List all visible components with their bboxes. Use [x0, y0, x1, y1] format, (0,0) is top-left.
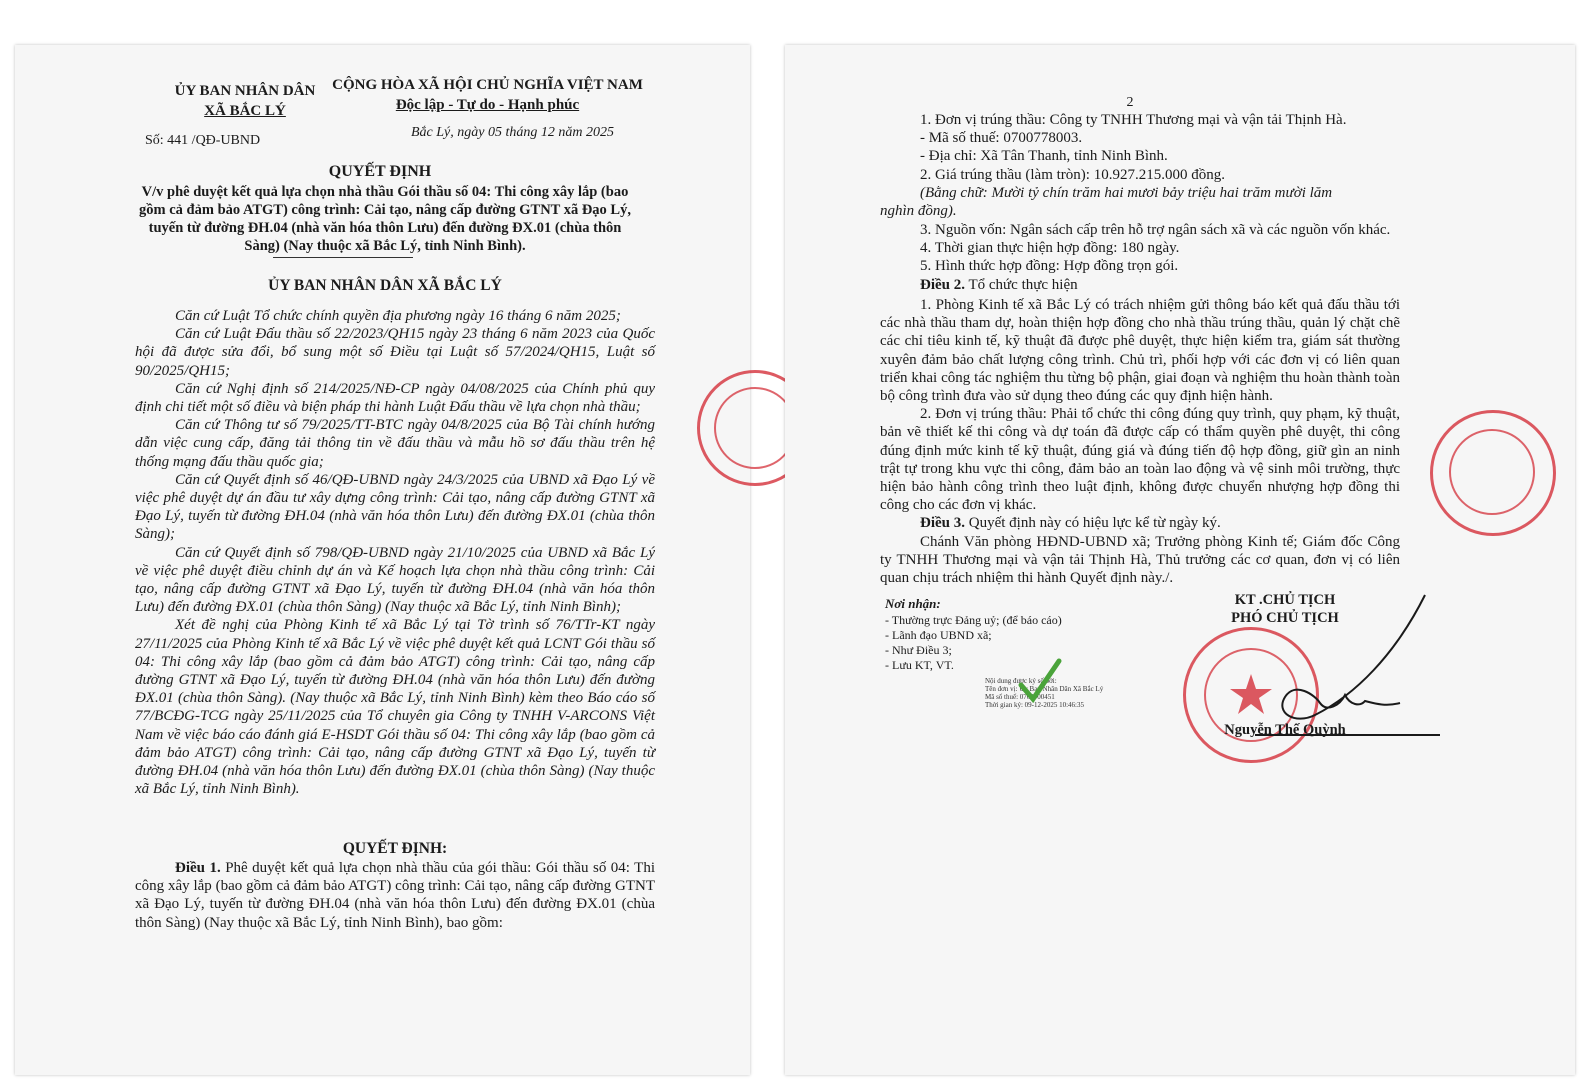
org-name: ỦY BAN NHÂN DÂN: [174, 83, 316, 99]
issuing-authority: ỦY BAN NHÂN DÂN XÃ BẮC LÝ: [268, 277, 502, 294]
article-1: Điều 1. Phê duyệt kết quả lựa chọn nhà thầu của gói thầu: Gói thầu số 04: Thi công xây lắp (bao gồm cả đảm bảo ATGT) công trình: Cải tạo, nâng cấp đường GTNT xã Đạo Lý, tuyến từ đường ĐH.04 (nhà văn hóa thôn Lưu) đến đường ĐX.01 (chùa thôn Sàng) (Nay thuộc xã Bắc Lý, tỉnh Ninh Bình), bao gồm:: [135, 860, 655, 931]
recipients-list: - Thường trực Đảng uỷ; (để báo cáo) - Lãnh đạo UBND xã; - Như Điều 3; - Lưu KT, VT.: [885, 613, 1062, 672]
national-title: CỘNG HÒA XÃ HỘI CHỦ NGHĨA VIỆT NAM: [332, 77, 643, 93]
subject-underline: [273, 257, 413, 258]
decision-heading: QUYẾT ĐỊNH:: [342, 840, 448, 857]
document-title: QUYẾT ĐỊNH: [328, 163, 432, 180]
price-in-words: (Bằng chữ: Mười tỷ chín trăm hai mươi bảy triệu hai trăm mười lăm nghìn đồng).: [880, 185, 1333, 220]
contract-terms: 3. Nguồn vốn: Ngân sách cấp trên hỗ trợ ngân sách xã và các nguồn vốn khác. 4. Thời gian thực hiện hợp đồng: 180 ngày. 5. Hình thức hợp đồng: Hợp đồng trọn gói.: [920, 222, 1391, 275]
document-number: Số: 441 /QĐ-UBND: [145, 133, 261, 148]
recipients-title: Nơi nhận:: [885, 596, 941, 611]
handwritten-signature: [1215, 585, 1455, 745]
article-2-body: 1. Phòng Kinh tế xã Bắc Lý có trách nhiệm gửi thông báo kết quả đấu thầu tới các nhà thầu tham dự, hoàn thiện hợp đồng cho nhà thầu trúng thầu, quản lý chặt chẽ các chỉ tiêu kinh tế, kỹ thuật đã được phê duyệt, thực hiện kiểm tra, giám sát thường xuyên đảm bảo chất lượng công trình. Chủ trì, phối hợp với các đơn vị có liên quan triển khai công tác nghiệm thu từng bộ phận, giai đoạn và nghiệm thu hoàn thành toàn bộ công trình đưa vào sử dụng theo đúng các quy định hiện hành. 2. Đơn vị trúng thầu: Phải tổ chức thi công đúng quy trình, quy phạm, kỹ thuật, bản vẽ thiết kế thi công và dự toán đã được cấp có thẩm quyền phê duyệt, thi công đúng định mức kinh tế kỹ thuật, đúng giá và đúng tiến độ hợp đồng, giữ gìn an ninh trật tự trong khu vực thi công, đảm bảo an toàn lao động và vệ sinh môi trường, thực hiện bảo hành công trình theo luật định, không được chuyển nhượng hợp đồng thi công cho các đơn vị khác. Điều 3. Quyết định này có hiệu lực kể từ ngày ký. Chánh Văn phòng HĐND-UBND xã; Trưởng phòng Kinh tế; Giám đốc Công ty TNHH Thương mại và vận tải Thịnh Hà, Thủ trưởng các cơ quan, đơn vị có liên quan chịu trách nhiệm thi hành Quyết định này./.: [880, 297, 1400, 587]
signer-title-1: KT .CHỦ TỊCH: [1234, 592, 1336, 608]
document-date: Bắc Lý, ngày 05 tháng 12 năm 2025: [411, 125, 614, 140]
legal-bases: Căn cứ Luật Tổ chức chính quyền địa phương ngày 16 tháng 6 năm 2025; Căn cứ Luật Đấu thầu số 22/2023/QH15 ngày 23 tháng 6 năm 2023 của Quốc hội đã được sửa đổi, bổ sung một số Điều tại Luật số 57/2024/QH15, Luật số 90/2025/QH15; Căn cứ Nghị định số 214/2025/NĐ-CP ngày 04/08/2025 của Chính phủ quy định chi tiết một số điều và biện pháp thi hành Luật Đấu thầu về lựa chọn nhà thầu; Căn cứ Thông tư số 79/2025/TT-BTC ngày 04/8/2025 của Bộ Tài chính hướng dẫn việc cung cấp, đăng tải thông tin về đấu thầu và mẫu hồ sơ đấu thầu trên hệ thống mạng đấu thầu quốc gia; Căn cứ Quyết định số 46/QĐ-UBND ngày 24/3/2025 của UBND xã Đạo Lý về việc phê duyệt dự án đầu tư xây dựng công trình: Cải tạo, nâng cấp đường GTNT xã Đạo Lý, tuyến từ đường ĐH.04 (nhà văn hóa thôn Lưu) đến đường ĐX.01 (chùa thôn Sàng); Căn cứ Quyết định số 798/QĐ-UBND ngày 21/10/2025 của UBND xã Bắc Lý về việc phê duyệt điều chỉnh dự án và Kế hoạch lựa chọn nhà thầu công trình: Cải tạo, nâng cấp đường GTNT xã Đạo Lý, tuyến từ đường ĐH.04 (nhà văn hóa thôn Lưu) đến đường ĐX.01 (chùa thôn Sàng) (Nay thuộc xã Bắc Lý, tỉnh Ninh Bình); Xét đề nghị của Phòng Kinh tế xã Bắc Lý tại Tờ trình số 76/TTr-KT ngày 27/11/2025 của Phòng Kinh tế xã Bắc Lý về việc phê duyệt kết quả LCNT Gói thầu số 04: Thi công xây lắp (bao gồm cả đảm bảo ATGT) công trình: Cải tạo, nâng cấp đường GTNT xã Đạo Lý, tuyến từ đường ĐH.04 (nhà văn hóa thôn Lưu) đến đường ĐX.01 (chùa thôn Sàng). (Nay thuộc xã Bắc Lý, tỉnh Ninh Bình) kèm theo Báo cáo số 77/BCĐG-TCG ngày 25/11/2025 của Tổ chuyên gia Công ty TNHH V-ARCONS Việt Nam về việc báo cáo đánh giá E-HSDT Gói thầu số 04: Thi công xây lắp (bao gồm cả đảm bảo ATGT) công trình: Cải tạo, nâng cấp đường GTNT xã Đạo Lý, tuyến từ đường ĐH.04 (nhà văn hóa thôn Lưu) đến đường ĐX.01 (chùa thôn Sàng) (Nay thuộc xã Bắc Lý, tỉnh Ninh Bình).: [135, 308, 655, 798]
contractor-info: 1. Đơn vị trúng thầu: Công ty TNHH Thương mại và vận tải Thịnh Hà. - Mã số thuế: 0700778003. - Địa chỉ: Xã Tân Thanh, tỉnh Ninh Bình. 2. Giá trúng thầu (làm tròn): 10.927.215.000 đồng.: [920, 112, 1347, 183]
red-seal-edge: [1430, 410, 1556, 536]
page-number: 2: [1126, 95, 1134, 110]
signer-title-2: PHÓ CHỦ TỊCH: [1231, 610, 1339, 626]
check-mark-icon: [1015, 655, 1065, 705]
article-2-heading: Điều 2. Tổ chức thực hiện: [920, 277, 1078, 293]
document-subject: V/v phê duyệt kết quả lựa chọn nhà thầu Gói thầu số 04: Thi công xây lắp (bao gồm cả đảm bảo ATGT) công trình: Cải tạo, nâng cấp đường GTNT xã Đạo Lý, tuyến từ đường ĐH.04 (nhà văn hóa thôn Lưu) đến đường ĐX.01 (chùa thôn Sàng) (Nay thuộc xã Bắc Lý, tỉnh Ninh Bình).: [139, 184, 631, 254]
signer-name: Nguyễn Thế Quỳnh: [1224, 722, 1346, 738]
document-page-2: [785, 45, 1575, 1075]
national-motto: Độc lập - Tự do - Hạnh phúc: [395, 97, 580, 113]
document-page-1: [15, 45, 750, 1075]
org-subname: XÃ BẮC LÝ: [204, 103, 286, 119]
digital-signature-info: Nội dung được ký số bởi: Tên đơn vị: Ủy Ban Nhân Dân Xã Bắc Lý Mã số thuế: 0700900451 Thời gian ký: 09-12-2025 10:46:35: [985, 677, 1104, 709]
